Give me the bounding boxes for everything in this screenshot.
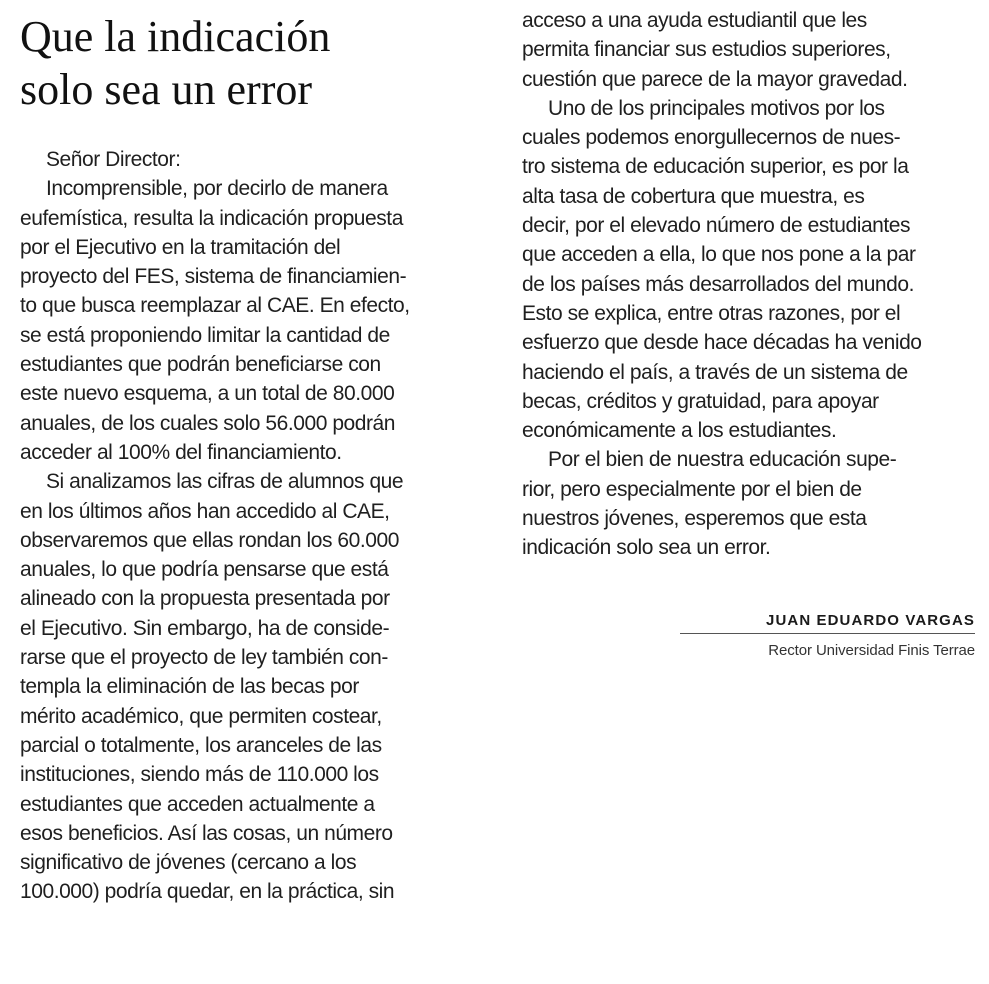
body-line: alta tasa de cobertura que muestra, es [522,184,865,208]
body-line: alineado con la propuesta presentada por [20,587,390,611]
body-line: económicamente a los estudiantes. [522,419,837,443]
body-line: permita financiar sus estudios superiores, [522,38,891,62]
body-line: rior, pero especialmente por el bien de [522,477,862,501]
body-line: de los países más desarrollados del mundo. [522,272,914,296]
author-name: JUAN EDUARDO VARGAS [680,612,975,634]
right-column [522,6,974,563]
body-line: se está proponiendo limitar la cantidad de [20,323,390,347]
body-line: Incomprensible, por decirlo de manera [46,177,388,201]
body-line: en los últimos años han accedido al CAE, [20,499,390,523]
body-line: por el Ejecutivo en la tramitación del [20,235,341,259]
headline-line: Que la indicación [20,12,331,61]
body-line: instituciones, siendo más de 110.000 los [20,763,379,787]
body-line: 100.000) podría quedar, en la práctica, sin [20,880,395,904]
body-line: decir, por el elevado número de estudiantes [522,214,911,238]
body-line: Uno de los principales motivos por los [548,96,885,120]
body-line: haciendo el país, a través de un sistema de [522,360,908,384]
body-line: este nuevo esquema, a un total de 80.000 [20,382,395,406]
body-line: nuestros jóvenes, esperemos que esta [522,507,867,531]
body-line: rarse que el proyecto de ley también con- [20,646,388,670]
body-line: el Ejecutivo. Sin embargo, ha de conside- [20,616,390,640]
headline [20,10,500,116]
body-line: becas, créditos y gratuidad, para apoyar [522,389,879,413]
body-line: esfuerzo que desde hace décadas ha venido [522,331,922,355]
body-line: significativo de jóvenes (cercano a los [20,851,357,875]
body-line: templa la eliminación de las becas por [20,675,359,699]
body-line: anuales, lo que podría pensarse que está [20,558,389,582]
body-line: mérito académico, que permiten costear, [20,704,382,728]
body-line: esos beneficios. Así las cosas, un número [20,821,393,845]
author-title: Rector Universidad Finis Terrae [768,642,975,659]
body-line: cuestión que parece de la mayor gravedad. [522,67,908,91]
left-column [20,145,472,907]
body-line: Si analizamos las cifras de alumnos que [46,470,404,494]
signature [680,612,975,659]
body-line: parcial o totalmente, los aranceles de las [20,733,382,757]
body-line: acceso a una ayuda estudiantil que les [522,9,867,32]
salutation: Señor Director: [46,148,181,171]
body-line: que acceden a ella, lo que nos pone a la par [522,243,916,267]
body-line: observaremos que ellas rondan los 60.000 [20,528,399,552]
body-line: estudiantes que podrán beneficiarse con [20,353,381,377]
body-line: eufemística, resulta la indicación propuesta [20,206,403,230]
body-line: tro sistema de educación superior, es por la [522,155,909,179]
body-line: cuales podemos enorgullecernos de nues- [522,126,901,150]
body-line: Esto se explica, entre otras razones, por el [522,301,901,325]
body-line: Por el bien de nuestra educación supe- [548,448,897,472]
body-line: estudiantes que acceden actualmente a [20,792,375,816]
body-line: acceder al 100% del financiamiento. [20,440,342,464]
body-line: to que busca reemplazar al CAE. En efecto, [20,294,410,318]
body-line: proyecto del FES, sistema de financiamien- [20,265,407,289]
headline-line: solo sea un error [20,65,313,114]
body-line: anuales, de los cuales solo 56.000 podrán [20,411,396,435]
body-line: indicación solo sea un error. [522,536,771,560]
